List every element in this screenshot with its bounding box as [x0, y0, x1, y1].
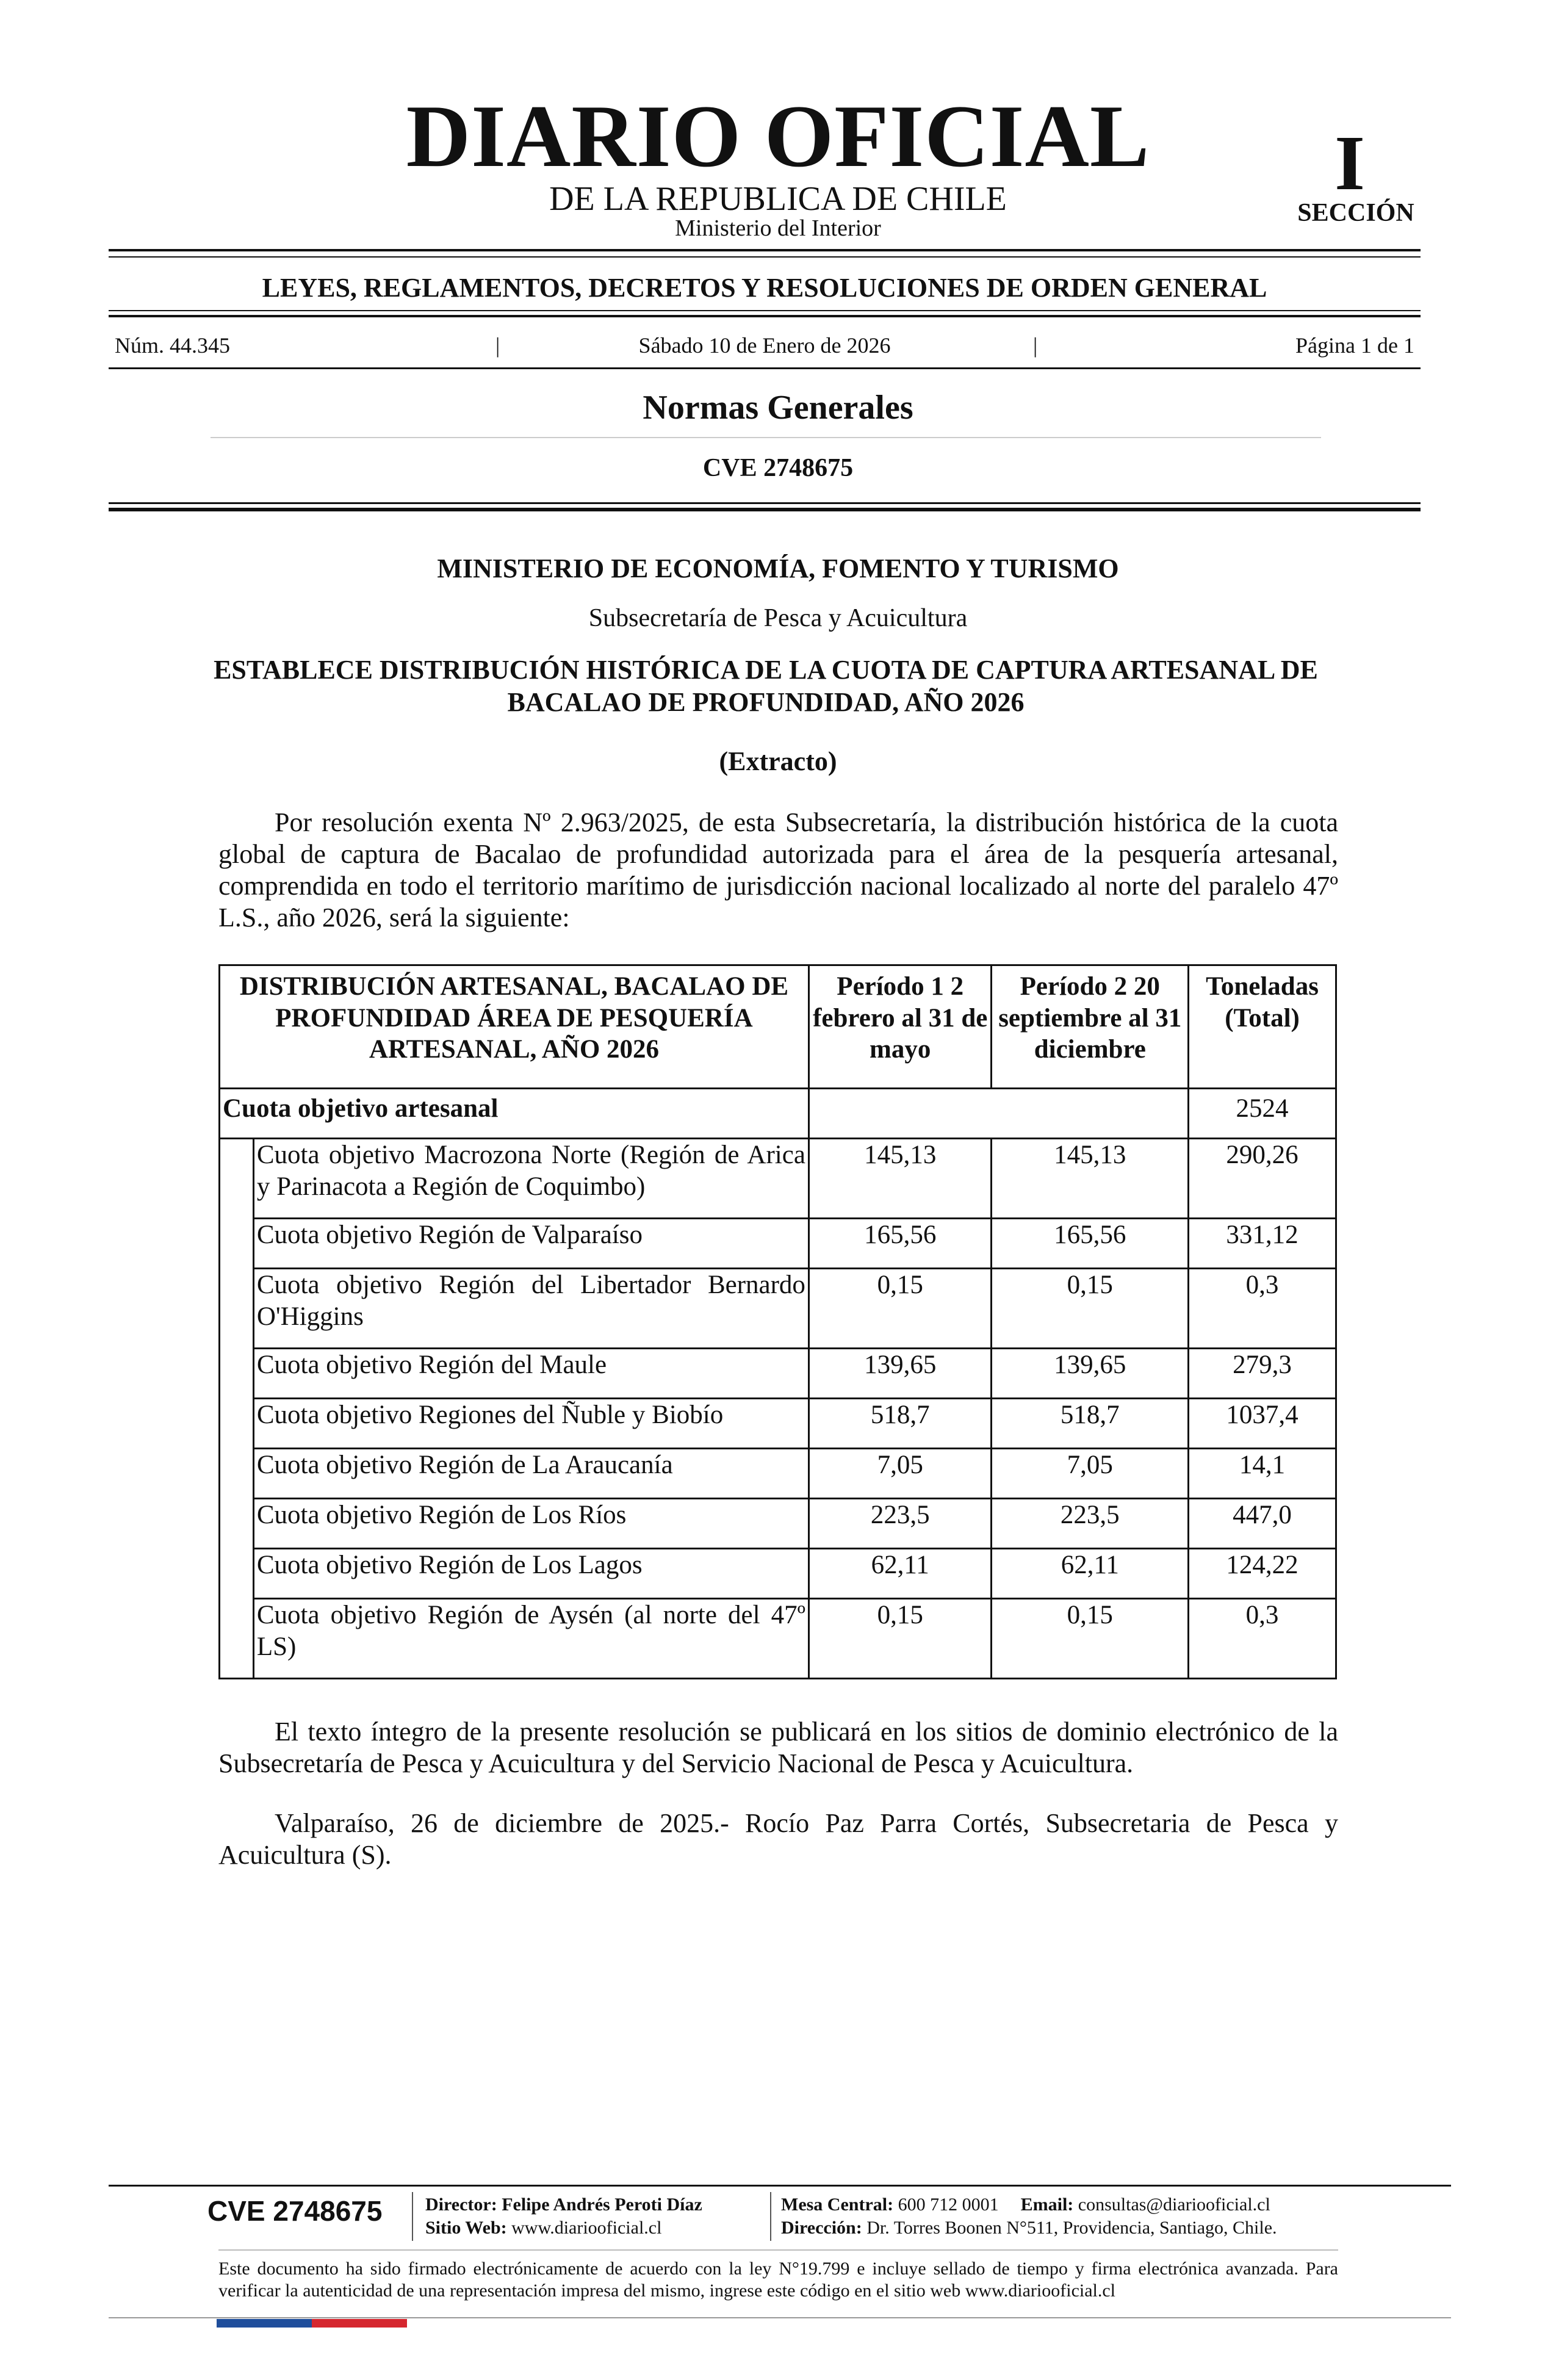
table-row: [220, 1499, 1336, 1549]
row-period-2: 0,15: [992, 1269, 1189, 1349]
footer-legal-note: Este documento ha sido firmado electrónicamente de acuerdo con la ley N°19.799 e incluye sellado de tiempo y firma electrónica avanzada. Para verificar la autenticidad de una representación impresa del mismo, ingrese este código en el sitio web www.diariooficial.cl: [218, 2259, 1338, 2301]
row-total: 1037,4: [1189, 1399, 1336, 1449]
objective-empty: [809, 1089, 1188, 1139]
table-row: [220, 1269, 1336, 1349]
phone-number: 600 712 0001: [898, 2194, 999, 2215]
row-period-1: 0,15: [809, 1269, 992, 1349]
banner-text: LEYES, REGLAMENTOS, DECRETOS Y RESOLUCIONES DE ORDEN GENERAL: [262, 273, 1267, 303]
row-total: 14,1: [1189, 1449, 1336, 1499]
row-period-2: 62,11: [992, 1549, 1189, 1599]
row-period-2: 518,7: [992, 1399, 1189, 1449]
phone-label: Mesa Central:: [781, 2194, 894, 2215]
row-total: 290,26: [1189, 1139, 1336, 1219]
director-name: Felipe Andrés Peroti Díaz: [502, 2194, 702, 2215]
flag-stripe-red: [312, 2319, 407, 2328]
closing-paragraph: El texto íntegro de la presente resolución se publicará en los sitios de dominio electrónico de la Subsecretaría de Pesca y Acuicultura y del Servicio Nacional de Pesca y Acuicultura.: [218, 1717, 1338, 1778]
row-period-1: 0,15: [809, 1599, 992, 1679]
table-header-distribution: DISTRIBUCIÓN ARTESANAL, BACALAO DE PROFUNDIDAD ÁREA DE PESQUERÍA ARTESANAL, AÑO 2026: [220, 965, 809, 1089]
document-title: ESTABLECE DISTRIBUCIÓN HISTÓRICA DE LA CUOTA DE CAPTURA ARTESANAL DE BACALAO DE PROFUNDIDAD, AÑO 2026: [214, 655, 1318, 717]
subsecretaria-name: Subsecretaría de Pesca y Acuicultura: [588, 604, 968, 632]
row-period-2: 165,56: [992, 1219, 1189, 1269]
row-label: Cuota objetivo Región de Aysén (al norte del 47º LS): [253, 1599, 809, 1679]
address-text: Dr. Torres Boonen N°511, Providencia, Santiago, Chile.: [866, 2218, 1277, 2238]
masthead-rule-thin: [109, 256, 1421, 258]
footer-cve: CVE 2748675: [207, 2195, 383, 2227]
heading-divider: [211, 437, 1321, 438]
extract-label: (Extracto): [719, 746, 837, 776]
heading-rule-thin: [109, 502, 1421, 504]
row-label: Cuota objetivo Región de La Araucanía: [253, 1449, 809, 1499]
row-total: 279,3: [1189, 1349, 1336, 1399]
table-header-period-1: Período 1 2 febrero al 31 de mayo: [809, 965, 992, 1089]
footer-contact-block: [781, 2193, 1277, 2240]
section-number: I: [1334, 120, 1365, 206]
row-total: 331,12: [1189, 1219, 1336, 1269]
row-period-1: 518,7: [809, 1399, 992, 1449]
row-period-2: 0,15: [992, 1599, 1189, 1679]
issue-date: Sábado 10 de Enero de 2026: [638, 333, 891, 358]
row-total: 0,3: [1189, 1269, 1336, 1349]
row-label: Cuota objetivo Macrozona Norte (Región de Arica y Parinacota a Región de Coquimbo): [253, 1139, 809, 1219]
email-label: Email:: [1020, 2194, 1074, 2215]
section-heading: Normas Generales: [643, 389, 913, 427]
row-total: 0,3: [1189, 1599, 1336, 1679]
masthead-ministry: Ministerio del Interior: [675, 215, 881, 241]
row-period-1: 7,05: [809, 1449, 992, 1499]
banner-rule-thin: [109, 310, 1421, 311]
website-link[interactable]: www.diariooficial.cl: [511, 2218, 662, 2238]
row-label: Cuota objetivo Región del Libertador Bernardo O'Higgins: [253, 1269, 809, 1349]
meta-rule: [109, 367, 1421, 369]
masthead-title: DIARIO OFICIAL: [406, 87, 1150, 186]
row-period-2: 223,5: [992, 1499, 1189, 1549]
quota-table: [218, 964, 1337, 1679]
banner-rule-bottom: [109, 315, 1421, 317]
row-label: Cuota objetivo Regiones del Ñuble y Biobío: [253, 1399, 809, 1449]
signature-paragraph: Valparaíso, 26 de diciembre de 2025.- Rocío Paz Parra Cortés, Subsecretaria de Pesca y Acuicultura (S).: [218, 1808, 1338, 1870]
row-period-2: 7,05: [992, 1449, 1189, 1499]
section-label: SECCIÓN: [1297, 199, 1414, 227]
row-label: Cuota objetivo Región de Los Lagos: [253, 1549, 809, 1599]
row-period-1: 145,13: [809, 1139, 992, 1219]
issue-number: Núm. 44.345: [115, 333, 230, 358]
table-row: [220, 1139, 1336, 1219]
table-row: [220, 1399, 1336, 1449]
table-row: [220, 1549, 1336, 1599]
row-total: 124,22: [1189, 1549, 1336, 1599]
page-counter: Página 1 de 1: [1295, 333, 1414, 358]
flag-stripe-blue: [217, 2319, 312, 2328]
footer-director-block: [425, 2193, 702, 2240]
table-header-row: [220, 965, 1336, 1089]
table-row: [220, 1599, 1336, 1679]
cve-code: CVE 2748675: [702, 454, 854, 482]
row-period-1: 165,56: [809, 1219, 992, 1269]
row-label: Cuota objetivo Región del Maule: [253, 1349, 809, 1399]
row-period-2: 145,13: [992, 1139, 1189, 1219]
table-header-period-2: Período 2 20 septiembre al 31 diciembre: [992, 965, 1189, 1089]
heading-rule-thick: [109, 508, 1421, 511]
email-link[interactable]: consultas@diariooficial.cl: [1078, 2194, 1270, 2215]
footer-divider: [412, 2192, 413, 2241]
row-label: Cuota objetivo Región de Valparaíso: [253, 1219, 809, 1269]
intro-paragraph: Por resolución exenta Nº 2.963/2025, de esta Subsecretaría, la distribución histórica de la cuota global de captura de Bacalao de profundidad autorizada para el área de la pesquería artesanal, comprendida en todo el territorio marítimo de jurisdicción nacional localizado al norte del paralelo 47º L.S., año 2026, será la siguiente:: [218, 807, 1338, 932]
masthead-subtitle: DE LA REPUBLICA DE CHILE: [549, 180, 1007, 218]
table-row: [220, 1219, 1336, 1269]
table-row-objective: [220, 1089, 1336, 1139]
row-period-1: 62,11: [809, 1549, 992, 1599]
ministry-name: MINISTERIO DE ECONOMÍA, FOMENTO Y TURISMO: [437, 554, 1119, 583]
objective-label: Cuota objetivo artesanal: [220, 1089, 809, 1139]
website-label: Sitio Web:: [425, 2218, 507, 2238]
row-period-1: 223,5: [809, 1499, 992, 1549]
row-total: 447,0: [1189, 1499, 1336, 1549]
table-row: [220, 1349, 1336, 1399]
masthead-rule-top: [109, 249, 1421, 251]
objective-total: 2524: [1189, 1089, 1336, 1139]
row-period-1: 139,65: [809, 1349, 992, 1399]
footer-rule: [109, 2185, 1451, 2187]
row-period-2: 139,65: [992, 1349, 1189, 1399]
table-row: [220, 1449, 1336, 1499]
footer-divider: [770, 2192, 771, 2241]
row-label: Cuota objetivo Región de Los Ríos: [253, 1499, 809, 1549]
address-label: Dirección:: [781, 2218, 862, 2238]
director-label: Director:: [425, 2194, 497, 2215]
footer-note-divider: [218, 2249, 1338, 2251]
meta-separator: |: [495, 333, 500, 358]
table-header-total: Toneladas (Total): [1189, 965, 1336, 1089]
footer-bottom-rule: [109, 2317, 1451, 2318]
meta-separator: |: [1033, 333, 1038, 358]
